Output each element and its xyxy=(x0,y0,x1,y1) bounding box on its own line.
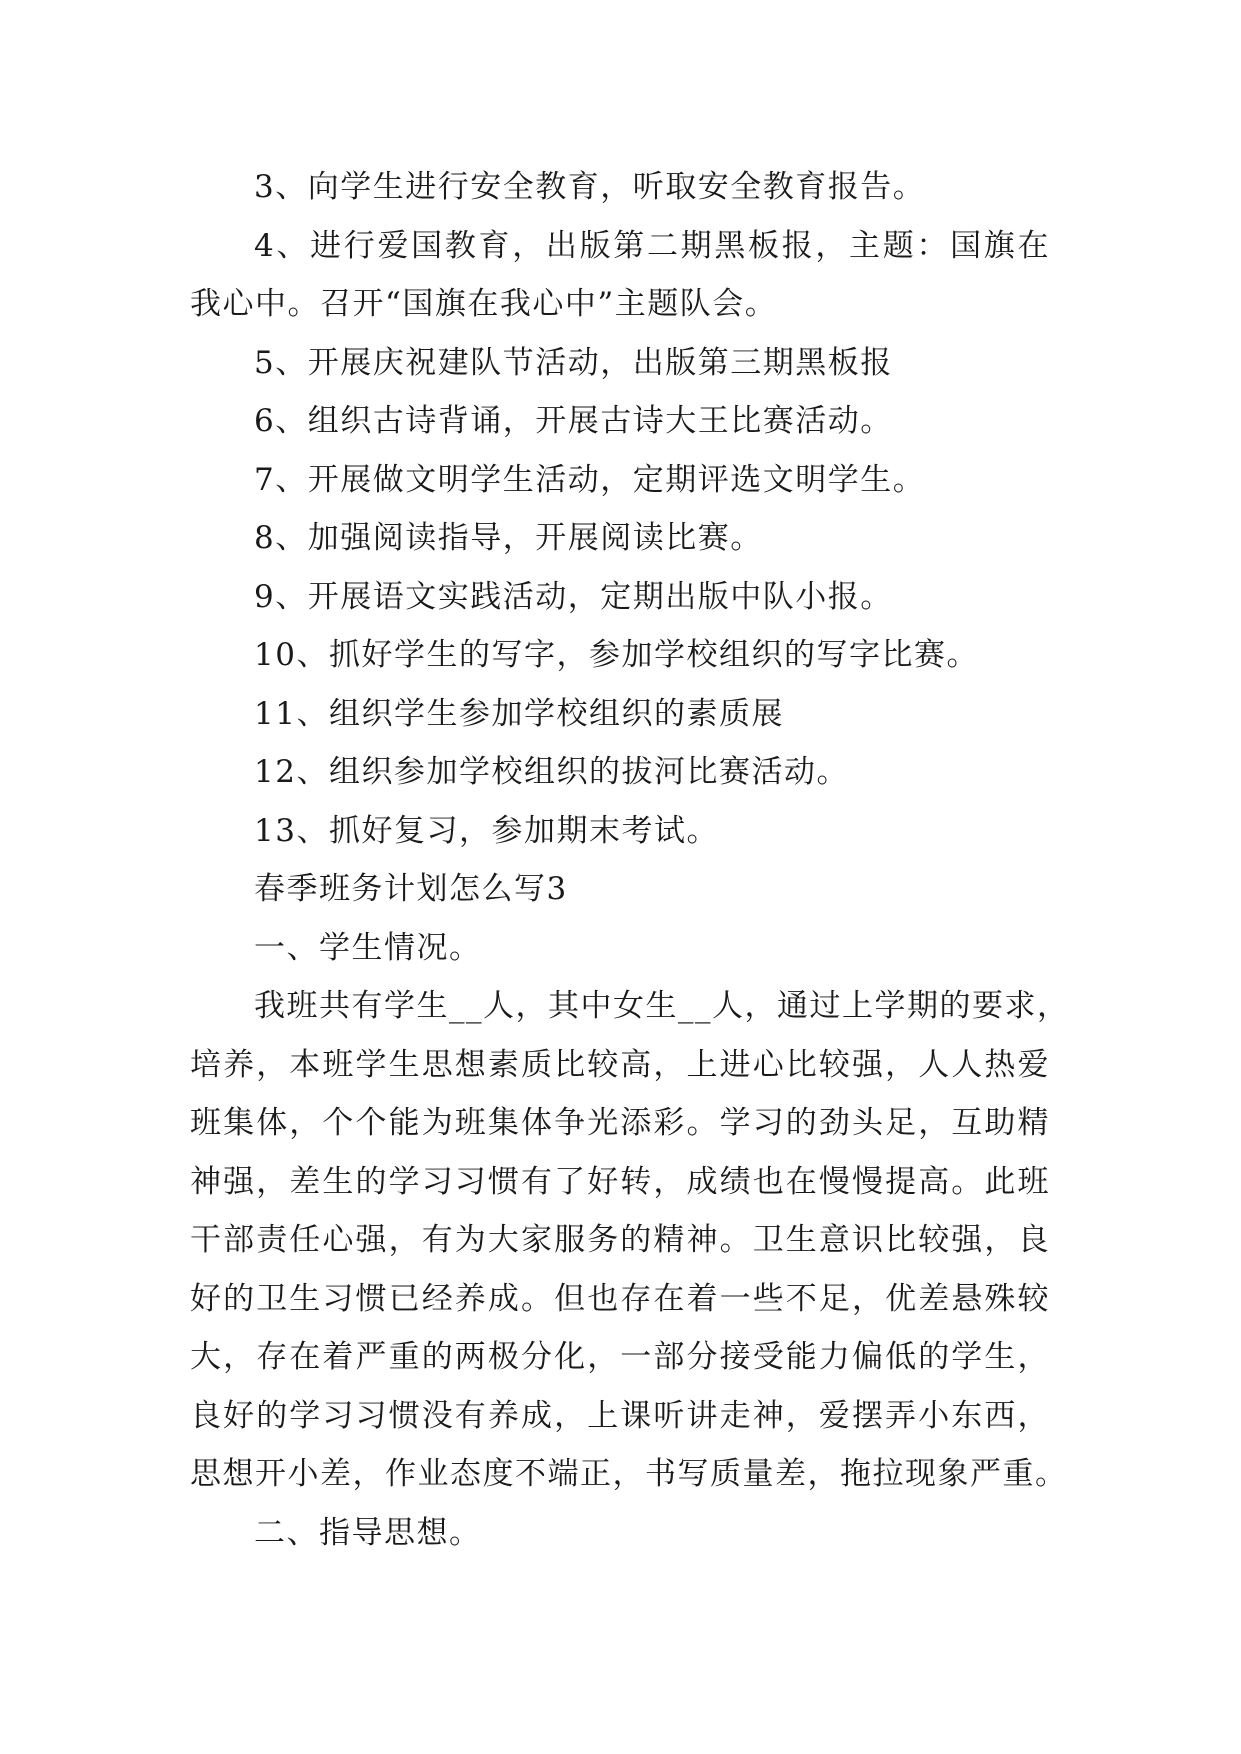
list-item-6: 6、组织古诗背诵，开展古诗大王比赛活动。 xyxy=(254,403,893,439)
document-body xyxy=(190,158,1070,1562)
paragraph-line: 思想开小差，作业态度不端正，书写质量差，拖拉现象严重。 xyxy=(190,1456,1068,1492)
list-item-13: 13、抓好复习，参加期末考试。 xyxy=(254,812,719,849)
paragraph-line: 干部责任心强，有为大家服务的精神。卫生意识比较强，良 xyxy=(190,1222,1050,1258)
list-item-9: 9、开展语文实践活动，定期出版中队小报。 xyxy=(254,578,893,615)
paragraph-line: 良好的学习习惯没有养成，上课听讲走神，爱摆弄小东西， xyxy=(190,1397,1050,1434)
paragraph-line: 好的卫生习惯已经养成。但也存在着一些不足，优差悬殊较 xyxy=(190,1280,1050,1317)
list-item-4-line-1: 4、进行爱国教育，出版第二期黑板报，主题：国旗在 xyxy=(254,227,1050,264)
list-item-4 xyxy=(190,217,1050,334)
list-item-11: 11、组织学生参加学校组织的素质展 xyxy=(254,695,784,732)
heading-student-situation: 一、学生情况。 xyxy=(254,929,482,966)
paragraph-line: 班集体，个个能为班集体争光添彩。学习的劲头足，互助精 xyxy=(190,1105,1050,1141)
paragraph-student-situation xyxy=(190,977,1070,1504)
section-title: 春季班务计划怎么写3 xyxy=(254,871,568,907)
paragraph-line: 大，存在着严重的两极分化，一部分接受能力偏低的学生， xyxy=(190,1339,1050,1375)
list-item-4-line-2: 我心中。召开“国旗在我心中”主题队会。 xyxy=(190,286,778,322)
list-item-3: 3、向学生进行安全教育，听取安全教育报告。 xyxy=(254,169,926,205)
list-item-5: 5、开展庆祝建队节活动，出版第三期黑板报 xyxy=(254,344,893,381)
heading-guiding-ideology: 二、指导思想。 xyxy=(254,1514,482,1551)
paragraph-line: 培养，本班学生思想素质比较高，上进心比较强，人人热爱 xyxy=(190,1046,1050,1083)
list-item-12: 12、组织参加学校组织的拔河比赛活动。 xyxy=(254,754,849,790)
list-item-10: 10、抓好学生的写字，参加学校组织的写字比赛。 xyxy=(254,637,979,673)
paragraph-line: 我班共有学生__人，其中女生__人，通过上学期的要求， xyxy=(254,988,1070,1024)
paragraph-line: 神强，差生的学习习惯有了好转，成绩也在慢慢提高。此班 xyxy=(190,1163,1050,1200)
list-item-7: 7、开展做文明学生活动，定期评选文明学生。 xyxy=(254,461,926,498)
list-item-8: 8、加强阅读指导，开展阅读比赛。 xyxy=(254,520,763,556)
